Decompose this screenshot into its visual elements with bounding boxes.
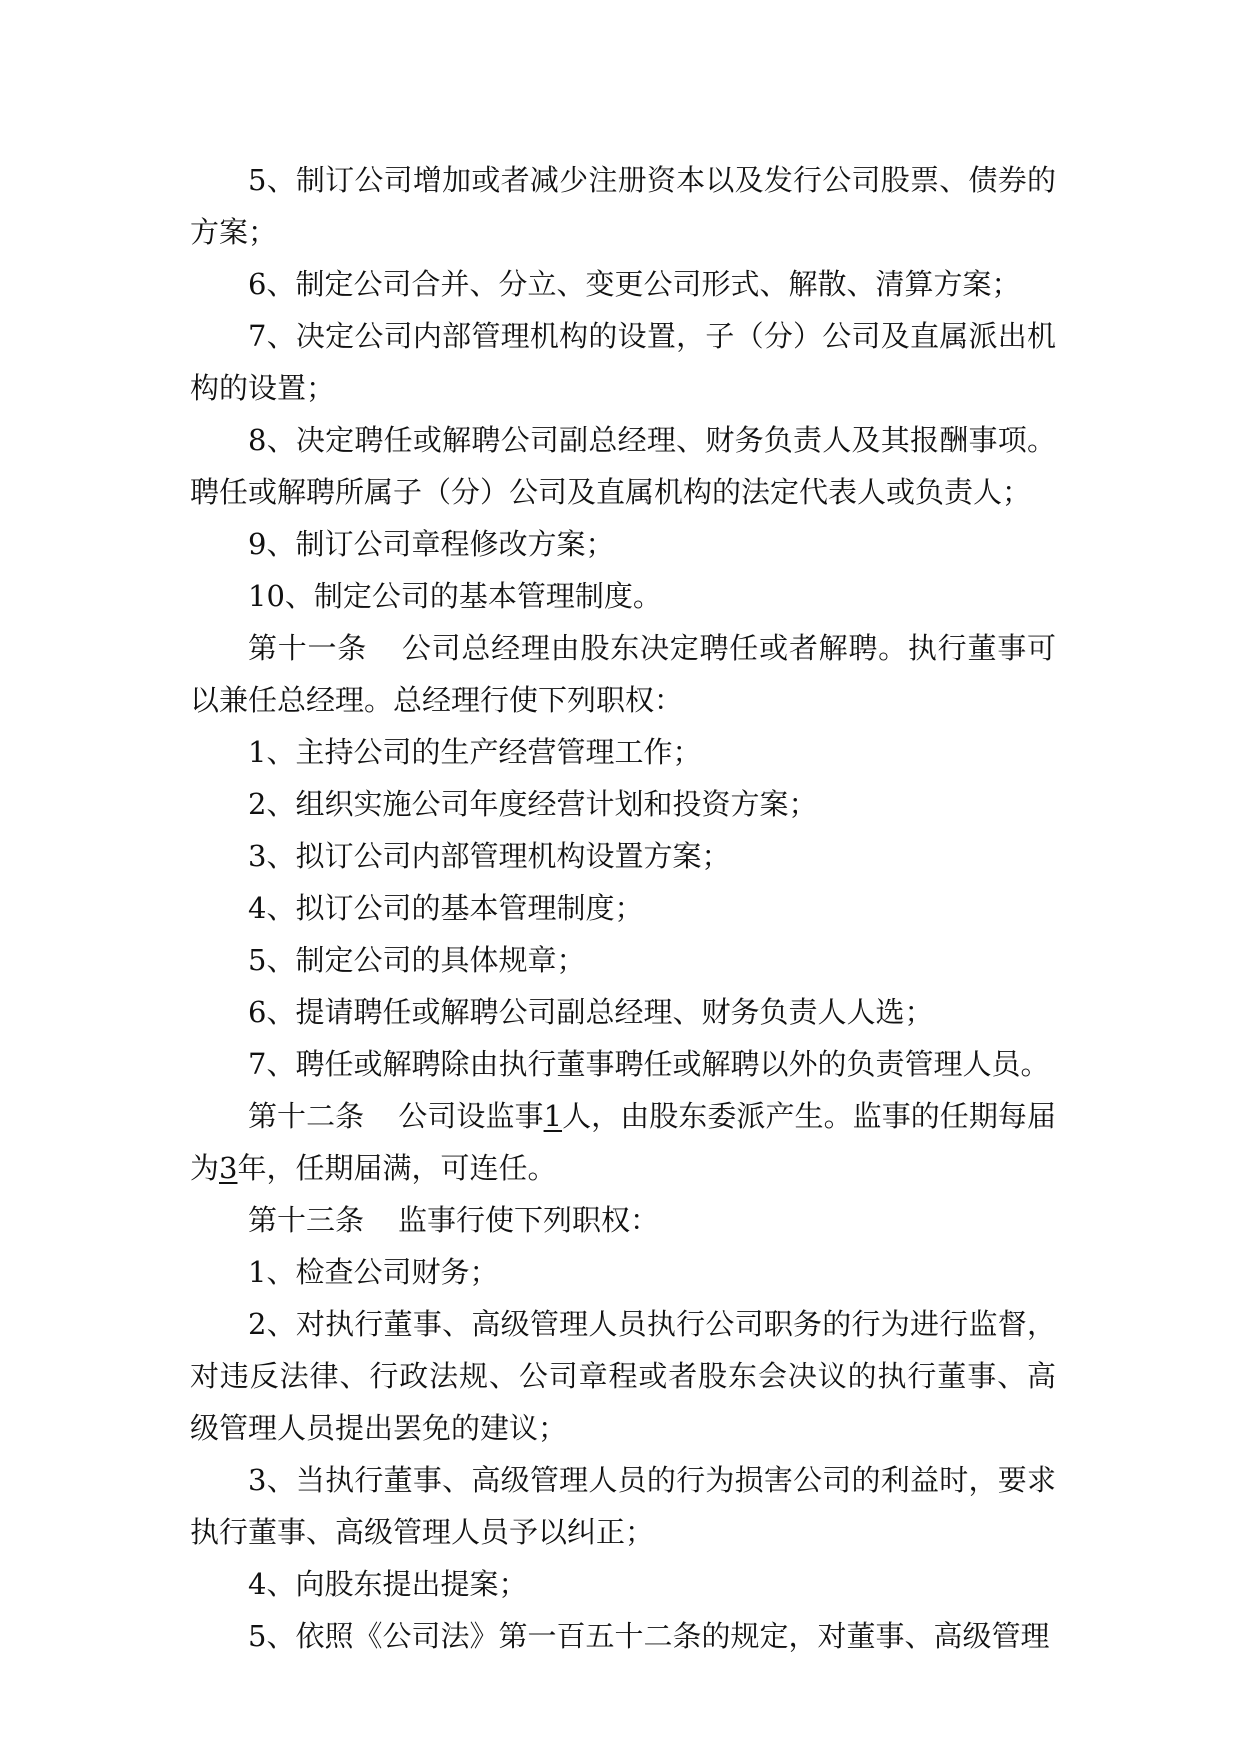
clause-paragraph: 6、制定公司合并、分立、变更公司形式、解散、清算方案； — [248, 267, 1021, 301]
clause-paragraph: 9、制订公司章程修改方案； — [248, 527, 615, 561]
document-body — [190, 154, 1056, 1662]
list-item: 2、对执行董事、高级管理人员执行公司职务的行为进行监督，对违反法律、行政法规、公司章程或者股东会决议的执行董事、高级管理人员提出罢免的建议； — [190, 1307, 1056, 1445]
list-item: 2、组织实施公司年度经营计划和投资方案； — [248, 787, 818, 821]
list-item: 1、检查公司财务； — [248, 1255, 499, 1289]
term-years: 3 — [219, 1151, 238, 1185]
list-item: 3、当执行董事、高级管理人员的行为损害公司的利益时，要求执行董事、高级管理人员予以纠正； — [190, 1463, 1056, 1549]
article-text-part: 公司设监事 — [398, 1099, 544, 1133]
article-13 — [190, 1194, 1056, 1246]
supervisor-count: 1 — [543, 1099, 563, 1133]
list-item: 5、制定公司的具体规章； — [248, 943, 586, 977]
list-item: 1、主持公司的生产经营管理工作； — [248, 735, 702, 769]
article-label: 第十一条 — [248, 631, 368, 665]
clause-paragraph: 8、决定聘任或解聘公司副总经理、财务负责人及其报酬事项。聘任或解聘所属子（分）公司及直属机构的法定代表人或负责人； — [190, 423, 1056, 509]
article-text-part: 年，任期届满，可连任。 — [237, 1151, 557, 1185]
list-item: 4、拟订公司的基本管理制度； — [248, 891, 644, 925]
list-item: 3、拟订公司内部管理机构设置方案； — [248, 839, 731, 873]
article-text-part: 人，由股东委派产生。监事的任期每届为 — [190, 1099, 1056, 1185]
article-text: 公司总经理由股东决定聘任或者解聘。执行董事可以兼任总经理。总经理行使下列职权： — [190, 631, 1056, 717]
article-text: 监事行使下列职权： — [398, 1203, 660, 1237]
list-item: 4、向股东提出提案； — [248, 1567, 528, 1601]
clause-paragraph: 10、制定公司的基本管理制度。 — [248, 579, 662, 613]
list-item: 6、提请聘任或解聘公司副总经理、财务负责人人选； — [248, 995, 934, 1029]
article-11 — [190, 622, 1056, 726]
article-label: 第十二条 — [248, 1099, 365, 1133]
article-12 — [190, 1090, 1056, 1194]
list-item: 5、依照《公司法》第一百五十二条的规定，对董事、高级管理 — [248, 1619, 1050, 1653]
list-item: 7、聘任或解聘除由执行董事聘任或解聘以外的负责管理人员。 — [248, 1047, 1050, 1081]
clause-paragraph: 7、决定公司内部管理机构的设置，子（分）公司及直属派出机构的设置； — [190, 319, 1056, 405]
clause-paragraph: 5、制订公司增加或者减少注册资本以及发行公司股票、债券的方案； — [190, 163, 1056, 249]
article-label: 第十三条 — [248, 1203, 365, 1237]
